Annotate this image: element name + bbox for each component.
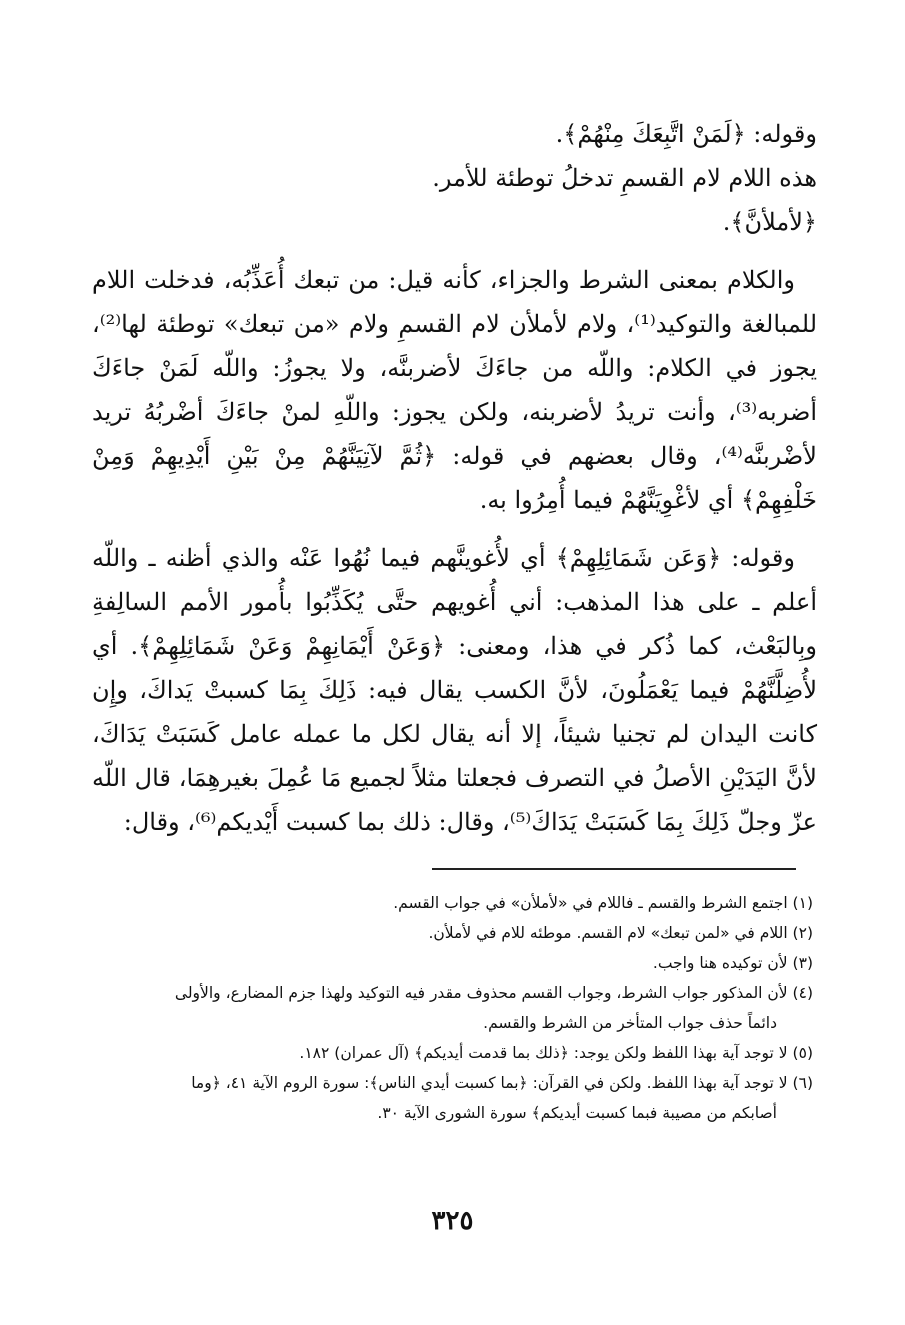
footnote-3: (٣) لأن توكيده هنا واجب.: [652, 954, 813, 972]
main-paragraph-5: وقوله: ﴿وَعَن شَمَائِلِهِمْ﴾ أي لأُغوينَّهم فيما نُهُوا عَنْه والذي أظنه ـ واللّه أعلم ـ على هذا المذهب: أني أُغويهم حتَّى يُكَذِّبُوا بأُمور الأمم السالِفةِ وبِالبَعْث، كما ذُكر في هذا، ومعنى: ﴿وَعَنْ أَيْمَانِهِمْ وَعَنْ شَمَائِلِهِمْ﴾. أي لأُضِلَّنَّهُمْ فيما يَعْمَلُونَ، لأنَّ الكسب يقال فيه: ذَلِكَ بِمَا كسبتْ يَداكَ، وإِن كانت اليدان لم تجنيا شيئاً، إلا أنه يقال لكل ما عمله عامل كَسَبَتْ يَدَاكَ، لأنَّ اليَدَيْنِ الأصلُ في التصرف فجعلتا مثلاً لجميع مَا عُمِلَ بغيرهِمَا، قال اللّه عزّ وجلّ ذَلِكَ بِمَا كَسَبَتْ يَدَاكَ⁽⁵⁾، وقال: ذلك بما كسبت أَيْديكم⁽⁶⁾، وقال:: [92, 544, 818, 836]
footnote-4: (٤) لأن المذكور جواب الشرط، وجواب القسم محذوف مقدر فيه التوكيد ولهذا جزم المضارع، والأولى: [174, 984, 813, 1002]
footnote-6-continuation: أصابكم من مصيبة فبما كسبت أيديكم﴾ سورة الشورى الآية ٣٠.: [377, 1104, 777, 1122]
footnote-5: (٥) لا توجد آية بهذا اللفظ ولكن يوجد: ﴿ذلك بما قدمت أيديكم﴾ (آل عمران) ١٨٢.: [299, 1044, 813, 1062]
footnote-separator: [432, 868, 796, 870]
footnote-4-continuation: دائماً حذف جواب المتأخر من الشرط والقسم.: [483, 1014, 777, 1032]
main-paragraph-4: والكلام بمعنى الشرط والجزاء، كأنه قيل: من تبعك أُعَذِّبُه، فدخلت اللام للمبالغة والتوكيد⁽¹⁾، ولام لأملأن لام القسمِ ولام «من تبعك» توطئة لها⁽²⁾، يجوز في الكلام: واللّه من جاءَكَ لأضربنَّه، ولا يجوزُ: واللّه لَمَنْ جاءَكَ أضربه⁽³⁾، وأنت تريدُ لأضربنه، ولكن يجوز: واللّهِ لمنْ جاءَكَ أضْربُهُ تريد لأضْربنَّه⁽⁴⁾، وقال بعضهم في قوله: ﴿ثُمَّ لآتِيَنَّهُمْ مِنْ بَيْنِ أَيْدِيهِمْ وَمِنْ خَلْفِهِمْ﴾ أي لأغْوِيَنَّهُمْ فيما أُمِرُوا به.: [92, 266, 818, 514]
main-paragraph-1: وقوله: ﴿لَمَنْ اتَّبِعَكَ مِنْهُمْ﴾.: [555, 120, 817, 148]
main-paragraph-2: هذه اللام لام القسمِ تدخلُ توطئة للأمر.: [432, 164, 817, 192]
page-number: ٣٢٥: [431, 1206, 474, 1236]
footnote-6: (٦) لا توجد آية بهذا اللفظ. ولكن في القرآن: ﴿بما كسبت أيدي الناس﴾: سورة الروم الآية ٤١، ﴿وما: [191, 1074, 813, 1092]
footnote-2: (٢) اللام في «لمن تبعك» لام القسم. موطئه للام في لأملأن.: [428, 924, 813, 942]
footnote-1: (١) اجتمع الشرط والقسم ـ فاللام في «لأملأن» في جواب القسم.: [393, 894, 813, 912]
footnotes-section: [92, 888, 813, 1128]
main-paragraph-3: ﴿لأملأنَّ﴾.: [722, 208, 817, 236]
main-text-body: [92, 112, 817, 844]
